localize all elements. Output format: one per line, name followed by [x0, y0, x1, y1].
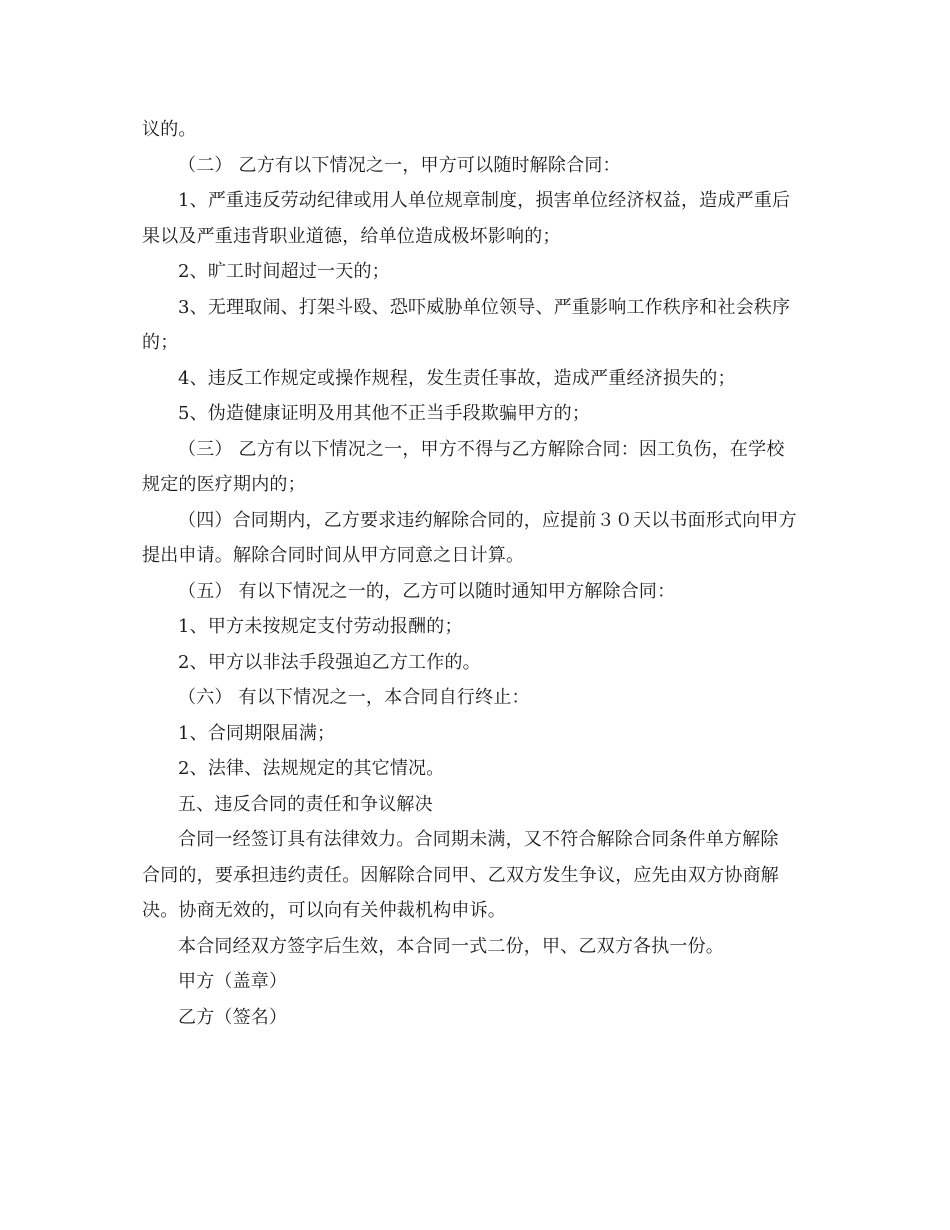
text-line-3: 果以及严重违背职业道德，给单位造成极坏影响的；: [142, 225, 561, 247]
text-line-21: 合同的，要承担违约责任。因解除合同甲、乙双方发生争议，应先由双方协商解: [142, 864, 779, 886]
text-line-7: 4、违反工作规定或操作规程，发生责任事故，造成严重经济损失的；: [178, 367, 736, 389]
text-line-6: 的；: [142, 332, 179, 353]
text-line-11: （四）合同期内，乙方要求违约解除合同的，应提前３０天以书面形式向甲方: [178, 509, 797, 531]
document-body: [142, 112, 818, 1035]
text-line-14: 1、甲方未按规定支付劳动报酬的；: [178, 616, 463, 637]
party-b-signature-label: 乙方（签名）: [178, 1006, 288, 1028]
text-line-18: 2、法律、法规规定的其它情况。: [178, 758, 445, 779]
text-line-1: （二） 乙方有以下情况之一，甲方可以随时解除合同：: [178, 154, 621, 176]
text-line-2: 1、严重违反劳动纪律或用人单位规章制度，损害单位经济权益，造成严重后: [178, 190, 791, 211]
text-line-12: 提出申请。解除合同时间从甲方同意之日计算。: [142, 545, 525, 566]
text-line-10: 规定的医疗期内的；: [142, 474, 306, 495]
party-a-signature-label: 甲方（盖章）: [178, 971, 288, 992]
text-line-15: 2、甲方以非法手段强迫乙方工作的。: [178, 651, 481, 673]
text-line-0: 议的。: [142, 119, 197, 140]
section-heading: 五、违反合同的责任和争议解决: [178, 793, 433, 815]
text-line-23: 本合同经双方签字后生效，本合同一式二份，甲、乙双方各执一份。: [178, 935, 724, 957]
text-line-20: 合同一经签订具有法律效力。合同期未满，又不符合解除合同条件单方解除: [178, 829, 779, 850]
text-line-8: 5、伪造健康证明及用其他不正当手段欺骗甲方的；: [178, 403, 591, 424]
text-line-13: （五） 有以下情况之一的，乙方可以随时通知甲方解除合同：: [178, 580, 676, 602]
text-line-16: （六） 有以下情况之一，本合同自行终止：: [178, 687, 530, 708]
text-line-9: （三） 乙方有以下情况之一，甲方不得与乙方解除合同：因工负伤，在学校: [178, 438, 785, 460]
text-line-17: 1、合同期限届满；: [178, 722, 336, 744]
text-line-4: 2、旷工时间超过一天的；: [178, 261, 390, 282]
text-line-22: 决。协商无效的，可以向有关仲裁机构申诉。: [142, 900, 506, 921]
text-line-5: 3、无理取闹、打架斗殴、恐吓威胁单位领导、严重影响工作秩序和社会秩序: [178, 296, 791, 318]
